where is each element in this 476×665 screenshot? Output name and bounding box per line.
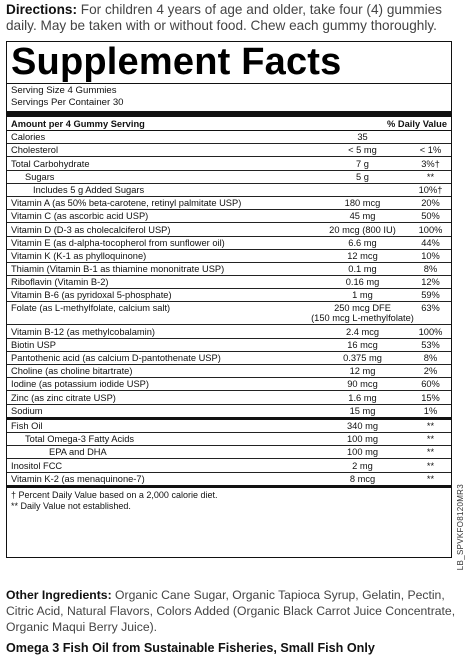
nutrient-name: Cholesterol <box>11 145 59 156</box>
nutrient-amount: 20 mcg (800 IU) <box>329 224 396 235</box>
table-row <box>7 405 451 417</box>
table-row <box>7 184 451 197</box>
table-row <box>7 171 451 184</box>
nutrient-amount: 0.16 mg <box>345 277 380 288</box>
table-row <box>7 352 451 365</box>
nutrient-amount: 5 g <box>356 171 369 182</box>
nutrient-amount: 12 mg <box>349 366 376 377</box>
nutrient-name: Choline (as choline bitartrate) <box>11 366 133 377</box>
nutrient-amount: 45 mg <box>349 211 376 222</box>
nutrient-dv: ** <box>426 171 435 182</box>
nutrient-rows <box>11 131 447 417</box>
nutrient-name: Riboflavin (Vitamin B-2) <box>11 277 109 288</box>
nutrient-dv: < 1% <box>419 145 442 156</box>
nutrient-dv: 12% <box>421 277 440 288</box>
nutrient-dv: 63% <box>421 303 440 314</box>
directions-body: For children 4 years of age and older, take four (4) gummies daily. May be taken with or without food. Chew each gummy thoroughly. <box>6 2 442 33</box>
table-row <box>7 325 451 338</box>
nutrient-dv: 100% <box>418 224 443 235</box>
table-row <box>7 420 451 433</box>
nutrient-amount: 35 <box>357 132 368 143</box>
footnote-dv: ** Daily Value not established. <box>11 500 131 511</box>
nutrient-amount: < 5 mg <box>348 145 377 156</box>
table-row <box>7 197 451 210</box>
nutrient-name: Fish Oil <box>11 420 43 431</box>
nutrient-dv: ** <box>426 460 435 471</box>
nutrient-dv: ** <box>426 447 435 458</box>
side-code: LB_SPVKFO8120MR3 <box>456 484 465 571</box>
nutrient-name: Vitamin B-12 (as methylcobalamin) <box>11 326 155 337</box>
nutrient-dv <box>414 132 447 143</box>
nutrient-name: Iodine (as potassium iodide USP) <box>11 379 149 390</box>
nutrient-amount: 2 mg <box>352 460 373 471</box>
table-row <box>7 223 451 236</box>
nutrient-amount: 180 mcg <box>344 198 381 209</box>
table-row <box>7 433 451 446</box>
nutrient-dv: 44% <box>421 237 440 248</box>
nutrient-amount <box>311 185 414 196</box>
nutrient-amount: 90 mcg <box>347 379 378 390</box>
nutrient-name: Folate (as L-methylfolate, calcium salt) <box>11 303 171 314</box>
nutrient-name: Sodium <box>11 405 43 416</box>
nutrient-amount: 1 mg <box>352 290 373 301</box>
nutrient-amount <box>311 303 414 323</box>
nutrient-name: Pantothenic acid (as calcium D-pantothenate USP) <box>11 353 221 363</box>
nutrient-amount: 100 mg <box>346 434 378 445</box>
nutrient-amount: 1.6 mg <box>348 392 377 403</box>
table-row <box>7 276 451 289</box>
table-row <box>7 446 451 459</box>
table-row <box>7 237 451 250</box>
ingredients-label: Other Ingredients: <box>6 588 112 602</box>
serving-info <box>11 84 447 108</box>
footnotes <box>11 488 447 512</box>
nutrient-name: Vitamin K-2 (as menaquinone-7) <box>11 473 145 484</box>
nutrient-dv: 100% <box>418 326 443 337</box>
nutrient-name: Includes 5 g Added Sugars <box>33 184 145 195</box>
nutrient-amount: 100 mg <box>346 447 378 458</box>
nutrient-dv: 3%† <box>421 158 440 169</box>
table-row <box>7 391 451 404</box>
nutrient-amount: 6.6 mg <box>348 237 377 248</box>
nutrient-amount: 7 g <box>356 158 369 169</box>
header-amount: Amount per 4 Gummy Serving <box>11 119 145 129</box>
nutrient-dv: 59% <box>421 290 440 301</box>
nutrient-name: Total Omega-3 Fatty Acids <box>25 434 135 445</box>
nutrient-name: Sugars <box>25 171 55 182</box>
nutrient-amount: 340 mg <box>346 420 378 431</box>
table-row <box>7 459 451 472</box>
table-row <box>7 473 451 485</box>
table-row <box>7 365 451 378</box>
ingredients-text <box>6 587 468 635</box>
footnote-percent: † Percent Daily Value based on a 2,000 calorie diet. <box>11 489 218 500</box>
directions-text <box>6 2 468 34</box>
directions-label: Directions: <box>6 2 78 17</box>
nutrient-name: Vitamin C (as ascorbic acid USP) <box>11 211 149 222</box>
nutrient-name: Inositol FCC <box>11 460 63 471</box>
nutrient-name: Vitamin A (as 50% beta-carotene, retinyl palmitate USP) <box>11 198 242 209</box>
nutrient-name: Thiamin (Vitamin B-1 as thiamine mononitrate USP) <box>11 264 225 275</box>
nutrient-name: Vitamin K (K-1 as phylloquinone) <box>11 250 147 261</box>
table-row <box>7 144 451 157</box>
other-rows <box>11 420 447 485</box>
table-header <box>7 117 451 131</box>
nutrient-name: Vitamin E (as d-alpha-tocopherol from sunflower oil) <box>11 237 225 248</box>
nutrient-name: Calories <box>11 132 46 143</box>
supplement-facts-panel <box>6 41 452 558</box>
nutrient-dv: ** <box>426 420 435 431</box>
nutrient-amount: 0.1 mg <box>348 264 377 275</box>
table-row <box>7 250 451 263</box>
table-row <box>7 157 451 170</box>
nutrient-name: Biotin USP <box>11 339 56 350</box>
servings-per-container: Servings Per Container 30 <box>11 96 124 108</box>
nutrient-dv: 50% <box>421 211 440 222</box>
nutrient-dv: 8% <box>423 264 438 275</box>
table-row <box>7 302 451 325</box>
nutrient-amount: 12 mcg <box>347 250 378 261</box>
nutrient-dv: 10%† <box>418 184 443 195</box>
nutrient-amount: 2.4 mcg <box>345 326 380 337</box>
nutrient-dv: 60% <box>421 379 440 390</box>
nutrient-dv: 15% <box>421 392 440 403</box>
omega-note: Omega 3 Fish Oil from Sustainable Fisheries, Small Fish Only <box>6 641 375 655</box>
nutrient-dv: 53% <box>421 339 440 350</box>
table-row <box>7 131 451 144</box>
table-row <box>7 210 451 223</box>
nutrient-name: Total Carbohydrate <box>11 158 90 169</box>
nutrient-dv: 1% <box>423 405 438 416</box>
nutrient-amount: 0.375 mg <box>343 353 382 363</box>
nutrient-amount: 16 mcg <box>347 339 378 350</box>
nutrient-dv: 10% <box>421 250 440 261</box>
nutrient-amount: 15 mg <box>349 405 376 416</box>
serving-size: Serving Size 4 Gummies <box>11 85 117 96</box>
facts-title: Supplement Facts <box>7 42 451 84</box>
table-row <box>7 263 451 276</box>
header-dv: % Daily Value <box>387 119 447 129</box>
table-row <box>7 378 451 391</box>
ingredients-body: Organic Cane Sugar, Organic Tapioca Syrup, Gelatin, Pectin, Citric Acid, Natural Flavors, Colors Added (Organic Black Carrot Juice Concentrate, Organic Maqui Berry Juice). <box>6 588 456 634</box>
nutrient-dv: 8% <box>423 353 438 363</box>
nutrient-name: Vitamin D (D-3 as cholecalciferol USP) <box>11 224 171 235</box>
nutrient-amount-line1: 250 mcg DFE <box>334 303 391 314</box>
nutrient-name: Vitamin B-6 (as pyridoxal 5-phosphate) <box>11 290 172 301</box>
nutrient-name: Zinc (as zinc citrate USP) <box>11 392 116 403</box>
nutrient-amount-line2: (150 mcg L-methylfolate) <box>311 313 414 324</box>
nutrient-name: EPA and DHA <box>49 447 107 458</box>
nutrient-dv: 2% <box>423 366 438 377</box>
nutrient-dv: 20% <box>421 198 440 209</box>
table-row <box>7 289 451 302</box>
table-row <box>7 339 451 352</box>
nutrient-amount: 8 mcg <box>349 473 376 484</box>
nutrient-dv: ** <box>426 473 435 484</box>
nutrient-dv: ** <box>426 434 435 445</box>
